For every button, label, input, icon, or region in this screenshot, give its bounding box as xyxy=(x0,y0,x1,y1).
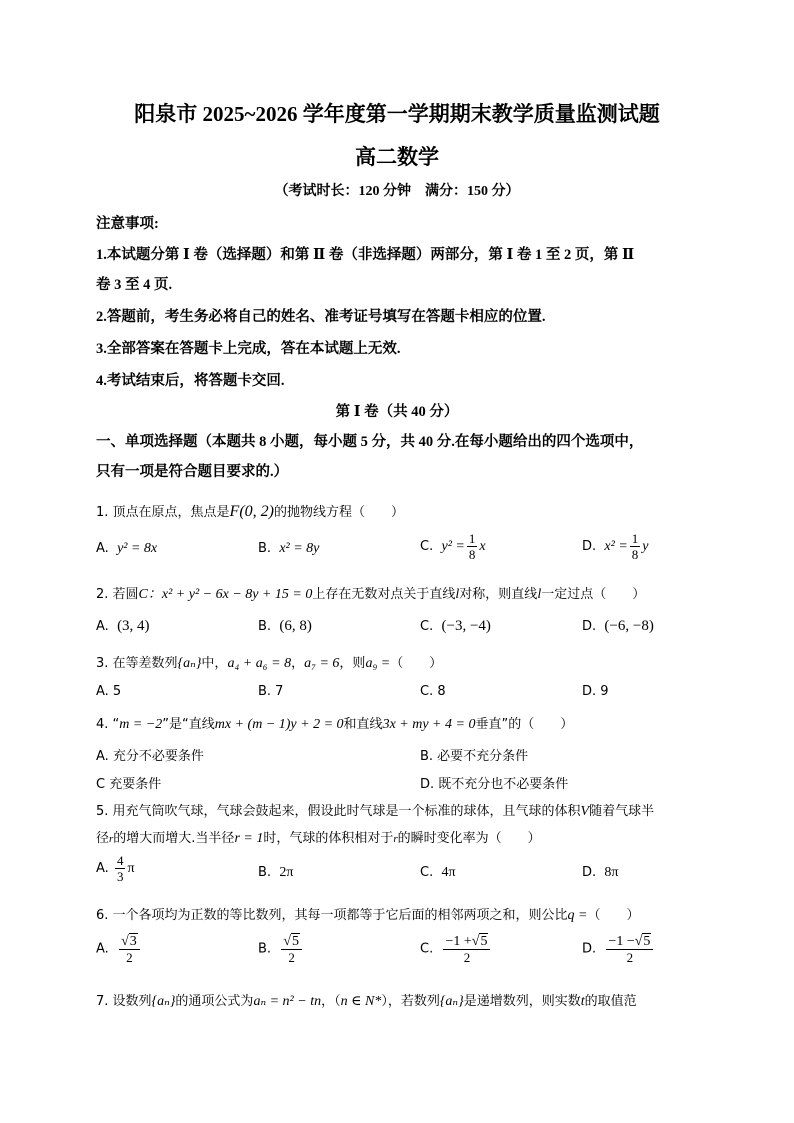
question-type-line-1: 一、单项选择题（本题共 8 小题，每小题 5 分，共 40 分.在每小题给出的四个选项中， xyxy=(96,434,644,450)
q1-option-a: A. y² = 8x xyxy=(96,541,158,556)
q5-option-b: B. 2π xyxy=(258,865,294,880)
q1-option-d: D. x² = $\frac{1}{8}$ y xyxy=(582,531,649,562)
q2-option-a: A. (3, 4) xyxy=(96,618,150,634)
q4-option-c: C 充要条件 xyxy=(96,777,162,792)
q1-focus: F(0, 2) xyxy=(229,503,274,520)
q5-option-d: D. 8π xyxy=(582,865,619,880)
question-6-stem: 6. 一个各项均为正数的等比数列，其每一项都等于它后面的相邻两项之和，则公比q =（ ） xyxy=(96,908,640,923)
notes-item-4: 4.考试结束后，将答题卡交回. xyxy=(96,373,285,389)
question-type-line-2: 只有一项是符合题目要求的.） xyxy=(96,464,289,480)
question-4-stem: 4. “m = −2”是“直线mx + (m − 1)y + 2 = 0和直线3x + my + 4 = 0垂直”的（ ） xyxy=(96,717,574,732)
notes-item-3: 3.全部答案在答题卡上完成，答在本试题上无效. xyxy=(96,341,401,357)
question-3-stem: 3. 在等差数列{aₙ}中，a₄ + a₆ = 8，a₇ = 6，则a₉ =（ ） xyxy=(96,656,443,671)
q2-option-b: B. (6, 8) xyxy=(258,618,312,634)
q6-option-d: D. $\frac{-1 -√5}{2}$ xyxy=(582,933,655,965)
q5-option-c: C. 4π xyxy=(420,865,456,880)
q6-option-c: C. $\frac{-1 +√5}{2}$ xyxy=(420,933,492,965)
notes-heading: 注意事项: xyxy=(96,216,159,232)
notes-item-2: 2.答题前，考生务必将自己的姓名、准考证号填写在答题卡相应的位置. xyxy=(96,309,546,325)
exam-subtitle: 高二数学 xyxy=(355,145,439,169)
q3-option-b: B. 7 xyxy=(258,684,284,699)
q1-text: 1. 顶点在原点，焦点是 xyxy=(96,505,230,520)
q6-option-a: A. $\frac{√3}{2}$ xyxy=(96,933,142,965)
question-7-stem: 7. 设数列{aₙ}的通项公式为aₙ = n² − tn，（n ∈ N*），若数列{aₙ}是递增数列，则实数t的取值范 xyxy=(96,994,637,1009)
question-1-stem xyxy=(96,501,404,521)
q3-option-d: D. 9 xyxy=(582,684,609,699)
q1-option-b: B. x² = 8y xyxy=(258,541,320,556)
q2-option-c: C. (−3, −4) xyxy=(420,618,491,634)
q1-text-end: 的抛物线方程（ ） xyxy=(273,505,404,520)
q1-option-c: C. y² = $\frac{1}{8}$ x xyxy=(420,531,486,562)
q3-option-c: C. 8 xyxy=(420,684,446,699)
q3-option-a: A. 5 xyxy=(96,684,122,699)
question-5-stem-line-1: 5. 用充气筒吹气球，气球会鼓起来，假设此时气球是一个标准的球体，且气球的体积V随着气球半 xyxy=(96,804,655,819)
notes-item-1b: 卷 3 至 4 页. xyxy=(96,277,173,293)
q2-option-d: D. (−6, −8) xyxy=(582,618,654,634)
q6-option-b: B. $\frac{√5}{2}$ xyxy=(258,933,304,965)
exam-title: 阳泉市 2025~2026 学年度第一学期期末教学质量监测试题 xyxy=(134,102,660,126)
part-title: 第 Ⅰ 卷（共 40 分） xyxy=(335,404,459,420)
q5-option-a: A. $\frac{4}{3}$ π xyxy=(96,853,135,884)
question-2-stem: 2. 若圆C：x² + y² − 6x − 8y + 15 = 0上存在无数对点关于直线l对称，则直线l一定过点（ ） xyxy=(96,587,646,602)
exam-meta: （考试时长：120 分钟 满分：150 分） xyxy=(274,184,520,199)
q4-option-a: A. 充分不必要条件 xyxy=(96,749,204,764)
notes-item-1a: 1.本试题分第 Ⅰ 卷（选择题）和第 Ⅱ 卷（非选择题）两部分，第 Ⅰ 卷 1 至 2 页，第 Ⅱ xyxy=(96,247,635,263)
q4-option-b: B. 必要不充分条件 xyxy=(420,749,529,764)
question-5-stem-line-2: 径r的增大而增大.当半径r = 1时，气球的体积相对于r的瞬时变化率为（ ） xyxy=(96,831,541,846)
q4-option-d: D. 既不充分也不必要条件 xyxy=(420,777,569,792)
